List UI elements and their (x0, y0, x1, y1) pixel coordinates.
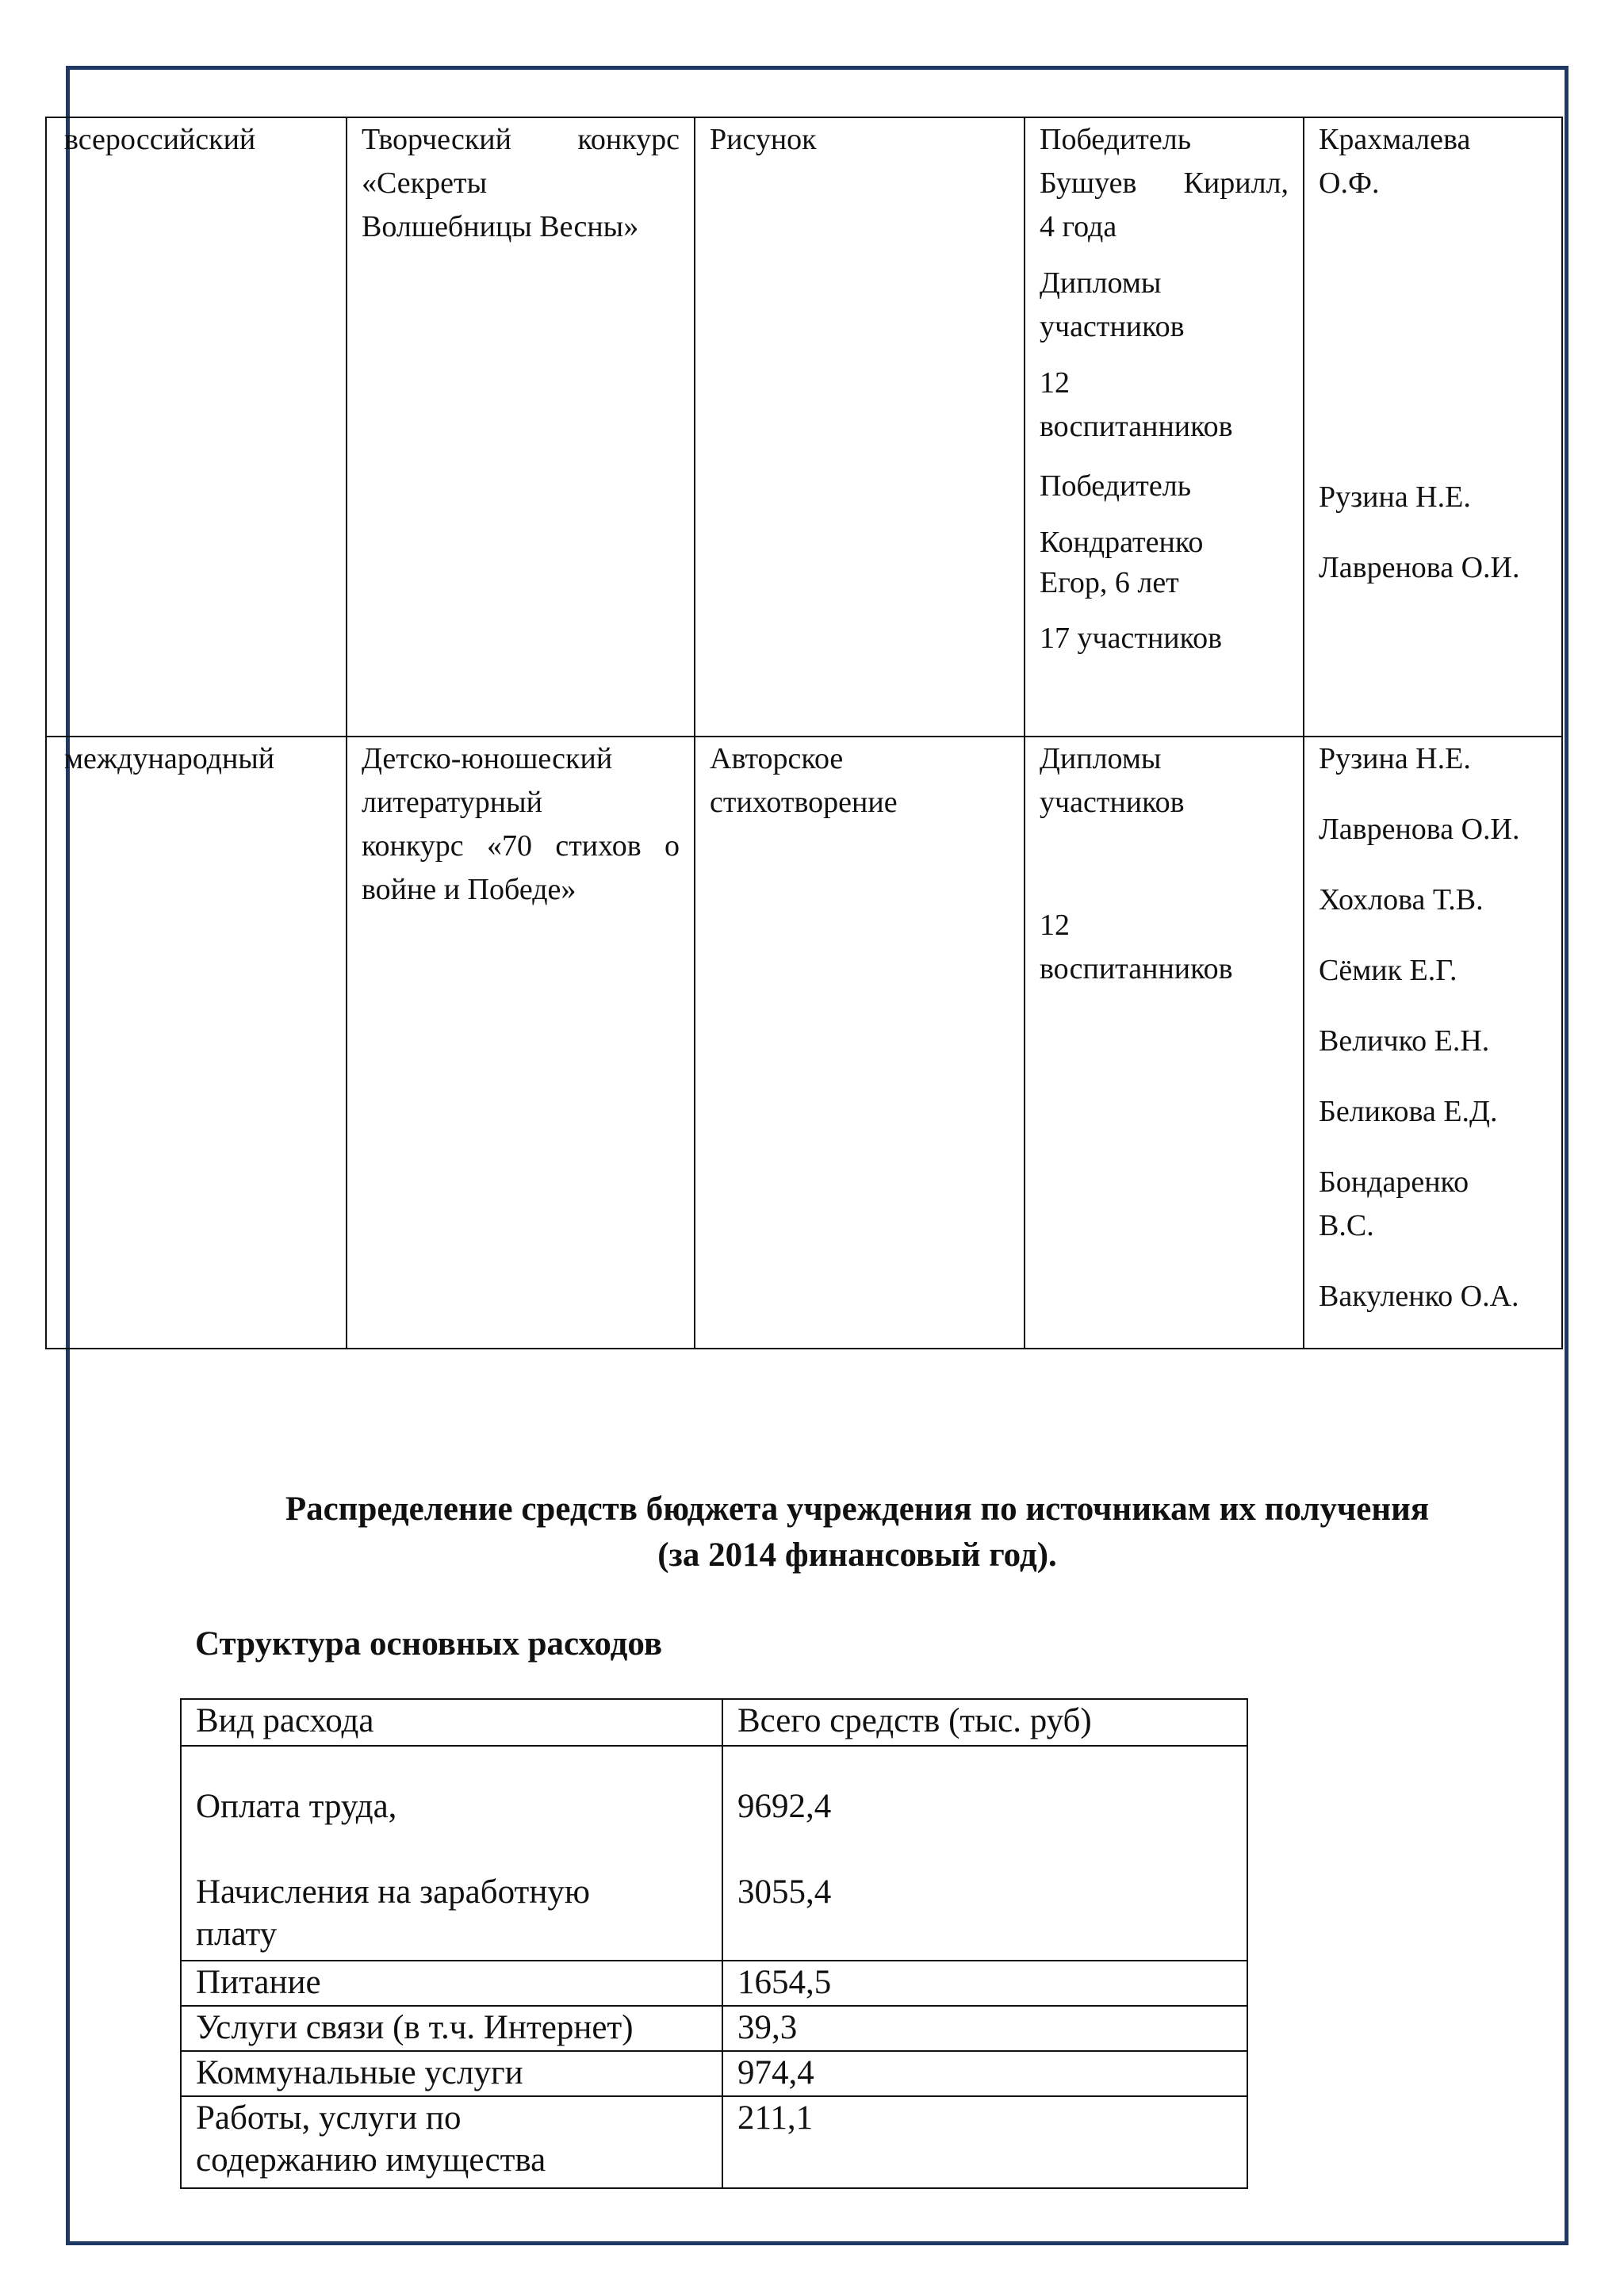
result-diplomas-cont: участников (1040, 310, 1185, 343)
section-subtitle: Структура основных расходов (195, 1625, 663, 1663)
supervisor-name: Вакуленко О.А. (1319, 1280, 1519, 1313)
result-count-cont: воспитанников (1040, 952, 1233, 985)
contest-word: конкурс (362, 829, 464, 863)
contest-line (362, 118, 680, 162)
result-participants: 17 участников (1040, 622, 1223, 655)
award-level-cell (46, 117, 347, 737)
contest-word: Творческий (362, 123, 511, 156)
result-count: 12 (1040, 366, 1070, 400)
contest-word: стихов (555, 829, 642, 863)
section-title (195, 1487, 1519, 1578)
expense-name: Коммунальные услуги (181, 2051, 722, 2096)
contest-line: Волшебницы Весны» (362, 210, 639, 243)
expense-name-cont: содержанию имущества (196, 2141, 546, 2179)
award-level: всероссийский (64, 123, 256, 156)
section-title-line: (за 2014 финансовый год). (657, 1536, 1057, 1574)
expense-row (181, 2096, 1247, 2188)
expense-name-cell (181, 1746, 722, 1961)
contest-word: о (664, 829, 680, 863)
result-winner2-name: Кондратенко (1040, 526, 1204, 559)
expense-value: 974,4 (722, 2051, 1247, 2096)
contest-word: «70 (487, 829, 532, 863)
result-word: Бушуев (1040, 166, 1137, 200)
awards-row (46, 117, 1562, 737)
expense-row (181, 1746, 1247, 1961)
result-winner-name (1040, 162, 1289, 205)
expense-row (181, 1961, 1247, 2006)
expense-value: 39,3 (722, 2006, 1247, 2051)
expense-table (180, 1698, 1248, 2189)
contest-line (362, 825, 680, 868)
expense-value: 9692,4 (737, 1788, 832, 1825)
contest-line: войне и Победе» (362, 873, 576, 906)
result-cell (1025, 737, 1304, 1349)
nomination-cont: стихотворение (710, 786, 898, 819)
expense-name: Питание (181, 1961, 722, 2006)
expense-value: 1654,5 (722, 1961, 1247, 2006)
expense-row (181, 2051, 1247, 2096)
supervisor-name: Величко Е.Н. (1319, 1024, 1490, 1058)
supervisor-cell (1304, 117, 1562, 737)
contest-cell (347, 737, 695, 1349)
result-cell (1025, 117, 1304, 737)
expense-value: 211,1 (722, 2096, 1247, 2188)
award-level: международный (64, 742, 275, 775)
result-winner-age: 4 года (1040, 210, 1117, 243)
expense-value: 3055,4 (737, 1873, 832, 1911)
supervisor-name: Хохлова Т.В. (1319, 883, 1484, 916)
result-winner2-label: Победитель (1040, 469, 1192, 503)
column-header: Вид расхода (181, 1699, 722, 1746)
expense-name: Работы, услуги по (196, 2099, 462, 2137)
result-word: Кирилл, (1183, 166, 1289, 200)
supervisor-name: Сёмик Е.Г. (1319, 954, 1457, 987)
expense-value-cell (722, 1746, 1247, 1961)
expense-name-cell (181, 2096, 722, 2188)
nomination-cell (695, 737, 1025, 1349)
nomination-cell (695, 117, 1025, 737)
supervisor-name: Рузина Н.Е. (1319, 480, 1471, 514)
expense-header-row (181, 1699, 1247, 1746)
expense-name: Оплата труда, (196, 1788, 397, 1825)
contest-line: «Секреты (362, 166, 488, 200)
awards-table (45, 117, 1563, 1349)
result-diplomas: Дипломы (1040, 266, 1162, 300)
result-diplomas: Дипломы (1040, 742, 1162, 775)
supervisor-name-cont: О.Ф. (1319, 166, 1380, 200)
supervisor-name-cont: В.С. (1319, 1209, 1374, 1242)
supervisor-name: Лавренова О.И. (1319, 813, 1520, 846)
result-winner2-age: Егор, 6 лет (1040, 566, 1179, 599)
supervisor-cell (1304, 737, 1562, 1349)
result-diplomas-cont: участников (1040, 786, 1185, 819)
contest-cell (347, 117, 695, 737)
section-title-line: Распределение средств бюджета учреждения по источникам их получения (285, 1490, 1430, 1528)
supervisor-name: Крахмалева (1319, 123, 1471, 156)
expense-name: Услуги связи (в т.ч. Интернет) (181, 2006, 722, 2051)
awards-row (46, 737, 1562, 1349)
expense-name-cont: плату (196, 1915, 278, 1953)
supervisor-name: Рузина Н.Е. (1319, 742, 1471, 775)
column-header: Всего средств (тыс. руб) (722, 1699, 1247, 1746)
contest-line: Детско-юношеский (362, 742, 613, 775)
contest-line: литературный (362, 786, 542, 819)
result-count: 12 (1040, 909, 1070, 942)
supervisor-name: Бондаренко (1319, 1165, 1469, 1199)
result-count-cont: воспитанников (1040, 410, 1233, 443)
supervisor-name: Беликова Е.Д. (1319, 1095, 1498, 1128)
expense-row (181, 2006, 1247, 2051)
nomination: Авторское (710, 742, 844, 775)
supervisor-name: Лавренова О.И. (1319, 551, 1520, 584)
award-level-cell (46, 737, 347, 1349)
result-winner-label: Победитель (1040, 123, 1192, 156)
expense-name: Начисления на заработную (196, 1873, 590, 1911)
contest-word: конкурс (577, 123, 680, 156)
nomination: Рисунок (710, 123, 817, 156)
